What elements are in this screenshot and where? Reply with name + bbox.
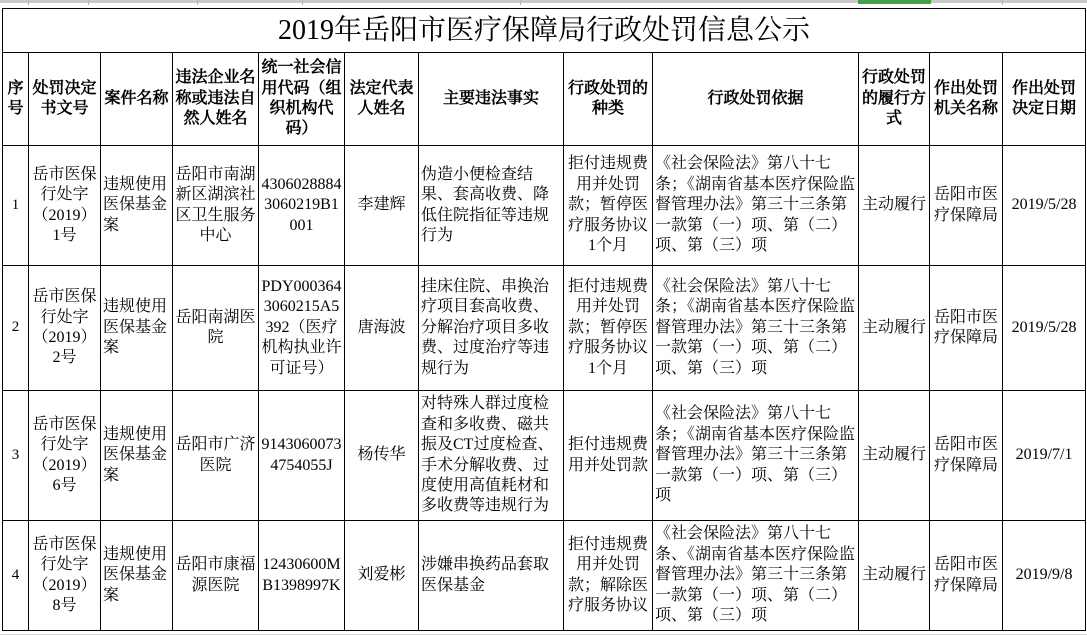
page-title: 2019年岳阳市医疗保障局行政处罚信息公示 — [3, 9, 1086, 53]
col-header-credit-code: 统一社会信用代码（组织机构代码） — [259, 53, 345, 146]
table-cell: 唐海波 — [345, 266, 419, 391]
table-cell: 岳阳市南湖新区湖滨社区卫生服务中心 — [173, 146, 259, 266]
col-header-doc-number: 处罚决定书文号 — [29, 53, 101, 146]
table-cell: 拒付违规费用并处罚款；暂停医疗服务协议1个月 — [564, 146, 653, 266]
table-cell: 岳阳市康福源医院 — [173, 521, 259, 631]
cell-selection-highlight — [858, 0, 931, 4]
table-cell: 违规使用医保基金案 — [101, 146, 173, 266]
table-cell: 涉嫌串换药品套取医保基金 — [419, 521, 564, 631]
table-cell: 主动履行 — [859, 146, 930, 266]
table-cell: 挂床住院、串换治疗项目套高收费、分解治疗项目多收费、过度治疗等违规行为 — [419, 266, 564, 391]
table-cell: 岳阳市医疗保障局 — [930, 391, 1003, 521]
table-cell: 91430600734754055J — [259, 391, 345, 521]
table-cell: 岳市医保行处字（2019）8号 — [29, 521, 101, 631]
col-header-penalty-basis: 行政处罚依据 — [653, 53, 859, 146]
table-cell: 主动履行 — [859, 521, 930, 631]
table-cell: 《社会保险法》第八十七条；《湖南省基本医疗保险监督管理办法》第三十三条第一款第（一）项、第（三）项 — [653, 391, 859, 521]
table-cell: 岳阳市医疗保障局 — [930, 266, 1003, 391]
title-row — [3, 9, 1086, 53]
table-cell: 2019/5/28 — [1003, 146, 1086, 266]
table-cell: 2019/7/1 — [1003, 391, 1086, 521]
header-row — [3, 53, 1086, 146]
table-cell: 岳市医保行处字（2019）6号 — [29, 391, 101, 521]
table-cell: 拒付违规费用并处罚款 — [564, 391, 653, 521]
table-cell: 违规使用医保基金案 — [101, 391, 173, 521]
table-row — [3, 146, 1086, 266]
table-cell: 违规使用医保基金案 — [101, 266, 173, 391]
grid-tick — [520, 0, 521, 5]
table-cell: 拒付违规费用并处罚款；解除医疗服务协议 — [564, 521, 653, 631]
penalty-table — [2, 8, 1086, 631]
table-cell: 伪造小便检查结果、套高收费、降低住院指征等违规行为 — [419, 146, 564, 266]
table-cell: 对特殊人群过度检查和多收费、磁共振及CT过度检查、手术分解收费、过度使用高值耗材和多收费等违规行为 — [419, 391, 564, 521]
col-header-violator-name: 违法企业名称或违法自然人姓名 — [173, 53, 259, 146]
col-header-case-name: 案件名称 — [101, 53, 173, 146]
grid-tick — [197, 0, 198, 5]
grid-bottom-line — [0, 634, 1087, 635]
table-cell: 1 — [3, 146, 29, 266]
table-cell: 岳阳市医疗保障局 — [930, 521, 1003, 631]
col-header-violation-facts: 主要违法事实 — [419, 53, 564, 146]
table-row — [3, 266, 1086, 391]
table-cell: 主动履行 — [859, 391, 930, 521]
table-cell: 违规使用医保基金案 — [101, 521, 173, 631]
table-cell: 岳阳南湖医院 — [173, 266, 259, 391]
table-cell: 2 — [3, 266, 29, 391]
table-cell: 43060288843060219B1001 — [259, 146, 345, 266]
table-cell: 岳阳市医疗保障局 — [930, 146, 1003, 266]
table-cell: 12430600MB1398997K — [259, 521, 345, 631]
col-header-penalty-type: 行政处罚的种类 — [564, 53, 653, 146]
table-cell: 岳阳市广济医院 — [173, 391, 259, 521]
col-header-legal-rep-name: 法定代表人姓名 — [345, 53, 419, 146]
table-row — [3, 391, 1086, 521]
col-header-serial: 序号 — [3, 53, 29, 146]
table-cell: 《社会保险法》第八十七条、《湖南省基本医疗保险监督管理办法》第三十三条第一款第（一）项、第（二）项、第（三）项 — [653, 521, 859, 631]
table-cell: 《社会保险法》第八十七条；《湖南省基本医疗保险监督管理办法》第三十三条第一款第（一）项、第（二）项、第（三）项 — [653, 146, 859, 266]
grid-tick — [302, 0, 303, 5]
table-cell: 3 — [3, 391, 29, 521]
table-cell: 岳市医保行处字（2019）1号 — [29, 146, 101, 266]
table-cell: 2019/9/8 — [1003, 521, 1086, 631]
col-header-execution-method: 行政处罚的履行方式 — [859, 53, 930, 146]
table-cell: 拒付违规费用并处罚款；暂停医疗服务协议1个月 — [564, 266, 653, 391]
table-cell: 岳市医保行处字（2019）2号 — [29, 266, 101, 391]
table-cell: 4 — [3, 521, 29, 631]
table-cell: 2019/5/28 — [1003, 266, 1086, 391]
grid-tick — [28, 0, 29, 5]
table-cell: 《社会保险法》第八十七条；《湖南省基本医疗保险监督管理办法》第三十三条第一款第（一）项、第（二）项、第（三）项 — [653, 266, 859, 391]
table-cell: 刘爱彬 — [345, 521, 419, 631]
top-grid-strip — [0, 0, 1087, 8]
table-row — [3, 521, 1086, 631]
grid-tick — [1002, 0, 1003, 5]
table-cell: 主动履行 — [859, 266, 930, 391]
col-header-authority-name: 作出处罚机关名称 — [930, 53, 1003, 146]
table-cell: 杨传华 — [345, 391, 419, 521]
grid-tick — [88, 0, 89, 5]
table-cell: PDY0003643060215A5392（医疗机构执业许可证号） — [259, 266, 345, 391]
table-cell: 李建辉 — [345, 146, 419, 266]
col-header-decision-date: 作出处罚决定日期 — [1003, 53, 1086, 146]
